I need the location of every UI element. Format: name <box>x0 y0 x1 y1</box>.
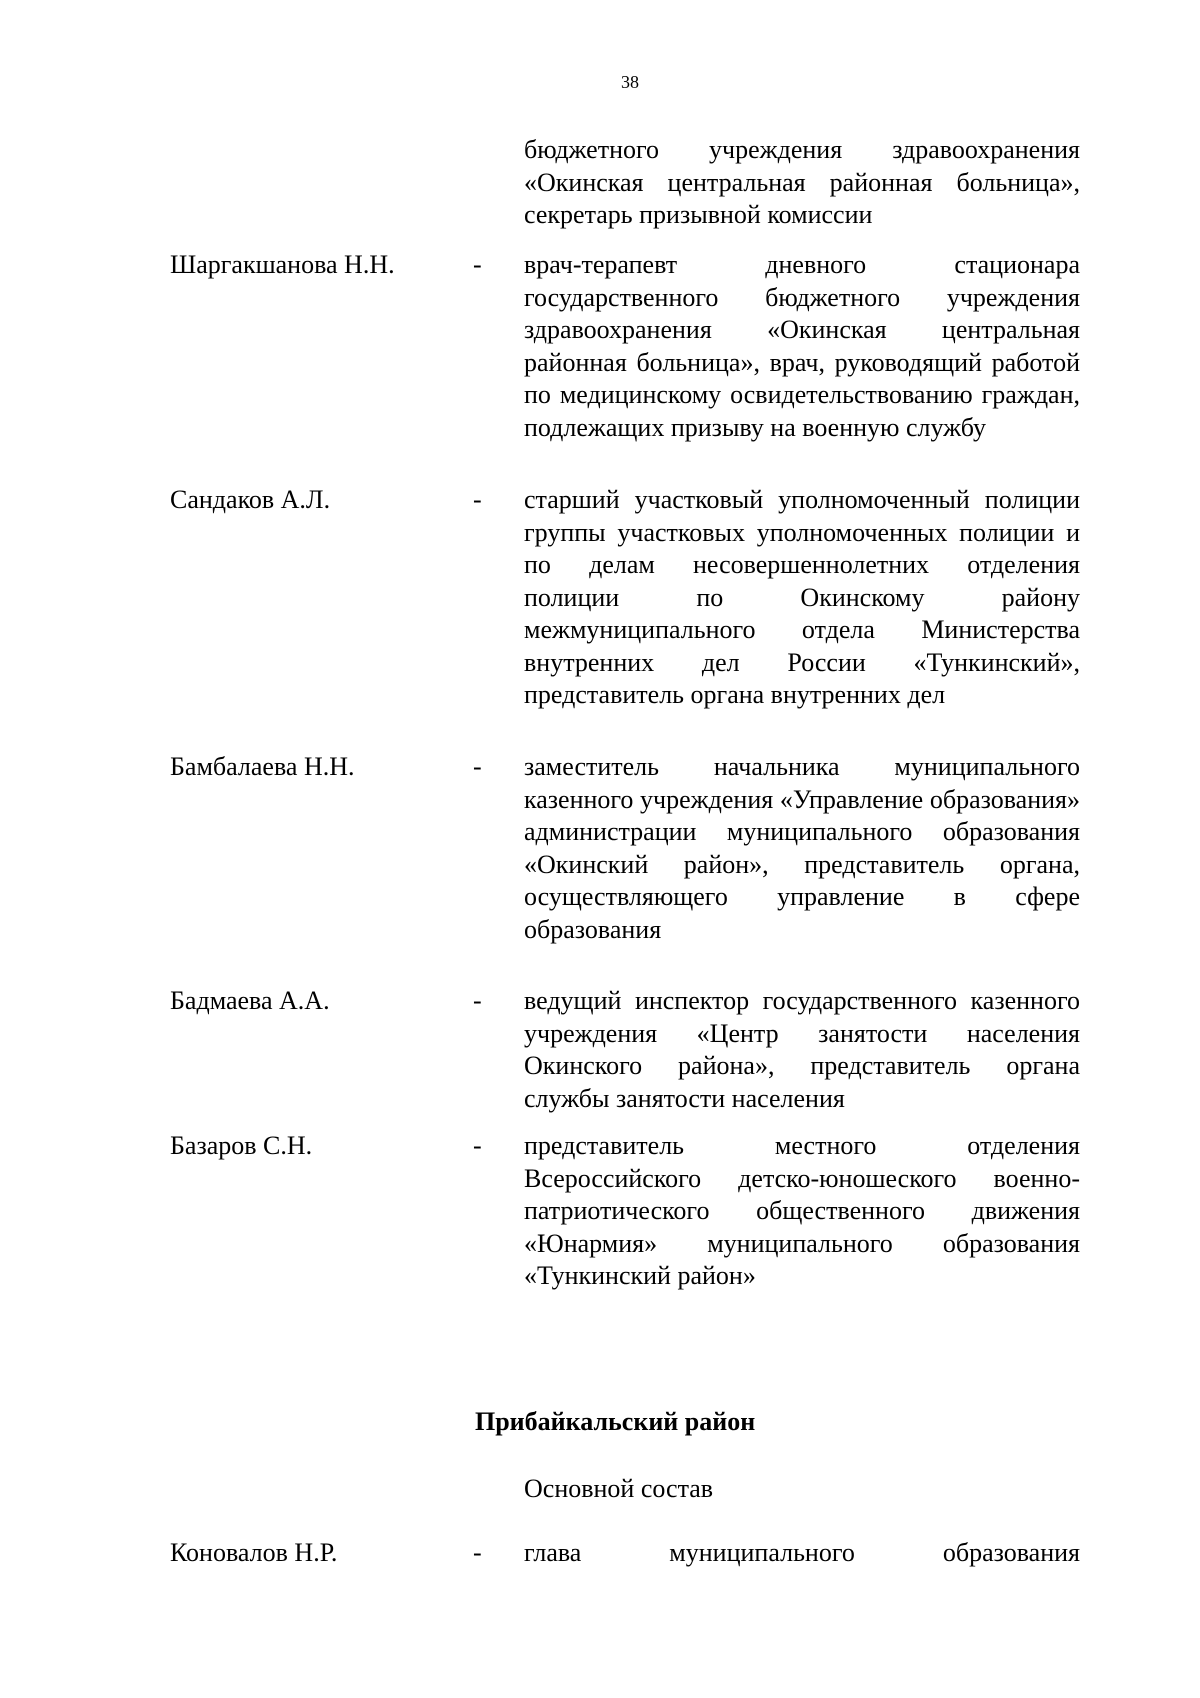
member-description: глава муниципального образования <box>524 1538 1080 1567</box>
dash-separator: - <box>473 485 482 514</box>
member-name: Коновалов Н.Р. <box>170 1538 338 1567</box>
member-name: Шаргакшанова Н.Н. <box>170 250 395 279</box>
member-name: Бамбалаева Н.Н. <box>170 752 355 781</box>
section-subtitle: Основной состав <box>524 1474 714 1503</box>
member-description: ведущий инспектор государственного казенного учреждения «Центр занятости населения Окинского района», представитель органа службы занятости населения <box>524 986 1080 1113</box>
member-description: заместитель начальника муниципального казенного учреждения «Управление образования» администрации муниципального образования «Окинский район», представитель органа, осуществляющего управление в сфере образования <box>524 752 1080 944</box>
member-name: Базаров С.Н. <box>170 1131 313 1160</box>
member-description: бюджетного учреждения здравоохранения «Окинская центральная районная больница», секретарь призывной комиссии <box>524 135 1080 229</box>
dash-separator: - <box>473 250 482 279</box>
dash-separator: - <box>473 752 482 781</box>
dash-separator: - <box>473 986 482 1015</box>
member-description: старший участковый уполномоченный полиции группы участковых уполномоченных полиции и по делам несовершеннолетних отделения полиции по Окинскому району межмуниципального отдела Министерства внутренних дел России «Тункинский», представитель органа внутренних дел <box>524 485 1080 709</box>
section-title: Прибайкальский район <box>475 1407 756 1436</box>
member-description: представитель местного отделения Всероссийского детско-юношеского военно-патриотического общественного движения «Юнармия» муниципального образования «Тункинский район» <box>524 1131 1080 1290</box>
dash-separator: - <box>473 1131 482 1160</box>
member-name: Сандаков А.Л. <box>170 485 331 514</box>
member-description: врач-терапевт дневного стационара государственного бюджетного учреждения здравоохранения «Окинская центральная районная больница», врач, руководящий работой по медицинскому освидетельствованию граждан, подлежащих призыву на военную службу <box>524 250 1080 442</box>
page-number: 38 <box>621 72 639 92</box>
member-name: Бадмаева А.А. <box>170 986 330 1015</box>
dash-separator: - <box>473 1538 482 1567</box>
